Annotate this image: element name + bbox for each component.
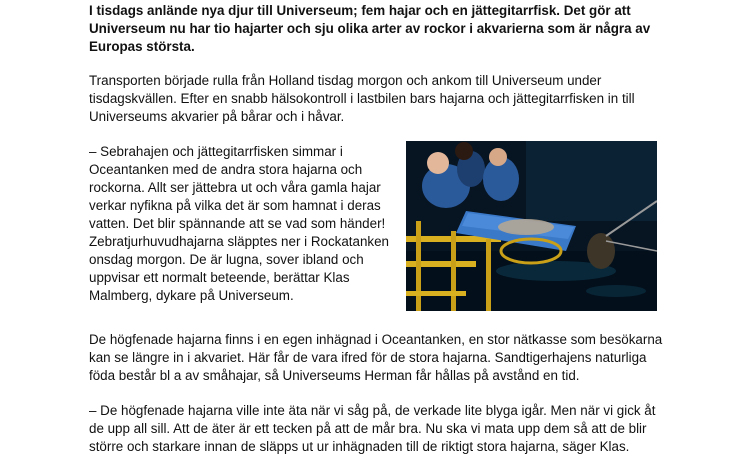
quote-with-photo [89,143,669,315]
article-paragraph: Transporten började rulla från Holland tisdag morgon och ankom till Universeum under tisdagskvällen. Efter en snabb hälsokontroll i lastbilen bars hajarna och jättegitarrfisken in till Universeums akvarier på bårar och i håvar. [89,73,635,124]
article-photo [406,141,657,311]
aquarium-staff-photo [406,141,657,311]
article [89,2,669,473]
article-quote: – De högfenade hajarna ville inte äta när vi såg på, de verkade lite blyga igår. Men när vi gick åt de upp all sill. Att de äter är ett tecken på att de mår bra. Nu ska vi mata upp dem så att de blir större och starkare innan de släpps ut ur inhägnaden till de riktigt stora hajarna, säger Klas. [89,403,656,454]
article-quote: – Sebrahajen och jättegitarrfisken simmar i Oceantanken med de andra stora hajarna och rockorna. Allt ser jättebra ut och våra gamla hajar verkar nyfikna på vilka det är som hamnat i deras vatten. Det blir spännande att se vad som händer! Zebratjurhuvudhajarna släpptes ner i Rockatanken onsdag morgon. De är lugna, sover ibland och uppvisar ett normalt beteende, berättar Klas Malmberg, dykare på Universeum. [89,144,389,303]
article-paragraph: De högfenade hajarna finns i en egen inhägnad i Oceantanken, en stor nätkasse som besökarna kan se längre in i akvariet. Här får de vara ifred för de stora hajarna. Sandtigerhajens naturliga föda består bl a av småhajar, så Universeums Herman får hållas på avstånd en tid. [89,332,663,383]
article-lead: I tisdags anlände nya djur till Universeum; fem hajar och en jättegitarrfisk. Det gör att Universeum nu har tio hajarter och sju olika arter av rockor i akvarierna som är några av Europas största. [89,3,651,54]
